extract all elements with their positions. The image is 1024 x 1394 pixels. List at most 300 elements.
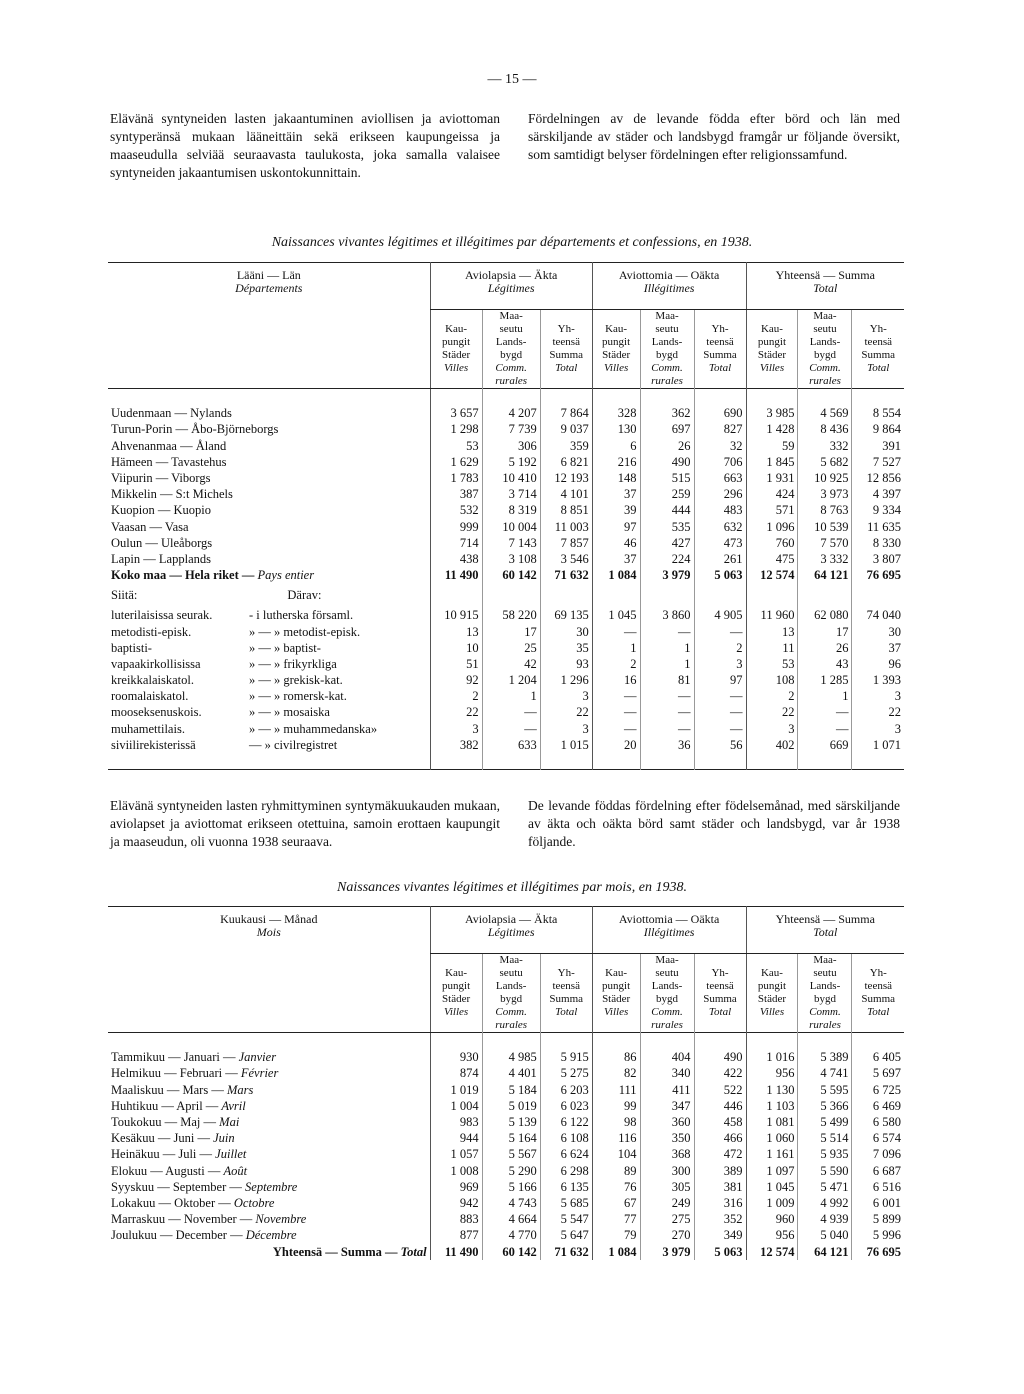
value-cell: 62 080 — [798, 607, 852, 623]
value-cell: 697 — [640, 421, 694, 437]
row-label: luterilaisissa seurak. - i lutherska församl. — [111, 608, 354, 623]
value-cell: 522 — [694, 1082, 746, 1098]
value-cell: 3 985 — [746, 405, 798, 421]
value-cell: 382 — [430, 737, 482, 753]
value-cell: 76 695 — [852, 1243, 904, 1259]
value-cell: 79 — [592, 1227, 640, 1243]
value-cell: 6 580 — [852, 1114, 904, 1130]
value-cell: 4 569 — [798, 405, 852, 421]
value-cell: 89 — [592, 1163, 640, 1179]
value-cell: 571 — [746, 502, 798, 518]
value-cell: 5 192 — [482, 454, 540, 470]
value-cell: 1 — [640, 640, 694, 656]
value-cell: 827 — [694, 421, 746, 437]
value-cell: 3 546 — [540, 551, 592, 567]
value-cell: — — [482, 704, 540, 720]
column-subheader: Kau- pungit Städer Villes — [430, 310, 482, 389]
value-cell: 1 296 — [540, 672, 592, 688]
value-cell: 632 — [694, 519, 746, 535]
column-subheader: Maa- seutu Lands- bygd Comm. rurales — [640, 954, 694, 1033]
value-cell: 261 — [694, 551, 746, 567]
value-cell: 11 003 — [540, 519, 592, 535]
value-cell: 956 — [746, 1065, 798, 1081]
value-cell: 349 — [694, 1227, 746, 1243]
value-cell: 4 741 — [798, 1065, 852, 1081]
value-cell: 7 739 — [482, 421, 540, 437]
value-cell: 5 389 — [798, 1049, 852, 1065]
column-subheader: Yh- teensä Summa Total — [540, 954, 592, 1033]
row-label: Mikkelin — S:t Michels — [111, 487, 233, 502]
value-cell: 1 060 — [746, 1130, 798, 1146]
table-row — [108, 551, 904, 567]
value-cell: 5 184 — [482, 1082, 540, 1098]
value-cell: 259 — [640, 486, 694, 502]
value-cell: 3 657 — [430, 405, 482, 421]
value-cell: 5 685 — [540, 1195, 592, 1211]
value-cell: 8 330 — [852, 535, 904, 551]
value-cell: 5 935 — [798, 1146, 852, 1162]
value-cell: 39 — [592, 502, 640, 518]
value-cell: 5 019 — [482, 1098, 540, 1114]
row-label: siviilirekisterissä — » civilregistret — [111, 737, 338, 752]
value-cell: 360 — [640, 1114, 694, 1130]
value-cell: 1 161 — [746, 1146, 798, 1162]
value-cell: 1 204 — [482, 672, 540, 688]
value-cell: 76 — [592, 1179, 640, 1195]
table-row — [108, 1082, 904, 1098]
row-label: Maaliskuu — Mars — Mars — [111, 1082, 254, 1097]
value-cell: 5 595 — [798, 1082, 852, 1098]
value-cell: — — [640, 688, 694, 704]
value-cell: 53 — [746, 656, 798, 672]
table-by-department — [108, 262, 904, 770]
value-cell: 3 — [540, 688, 592, 704]
value-cell: 3 979 — [640, 567, 694, 583]
value-cell: 5 590 — [798, 1163, 852, 1179]
value-cell: 1 019 — [430, 1082, 482, 1098]
religion-row — [108, 607, 904, 623]
value-cell: 10 915 — [430, 607, 482, 623]
value-cell: 5 164 — [482, 1130, 540, 1146]
value-cell: 1 845 — [746, 454, 798, 470]
table-row — [108, 1049, 904, 1065]
value-cell: 111 — [592, 1082, 640, 1098]
row-label: metodisti-episk. » — » metodist-episk. — [111, 624, 361, 639]
value-cell: 3 973 — [798, 486, 852, 502]
value-cell: 270 — [640, 1227, 694, 1243]
value-cell: 99 — [592, 1098, 640, 1114]
column-subheader: Yh- teensä Summa Total — [540, 310, 592, 389]
value-cell: 3 108 — [482, 551, 540, 567]
value-cell: 960 — [746, 1211, 798, 1227]
group-header-total: Yhteensä — Summa Total — [746, 263, 904, 310]
value-cell: 6 405 — [852, 1049, 904, 1065]
value-cell: 86 — [592, 1049, 640, 1065]
table-row — [108, 1227, 904, 1243]
value-cell: 9 864 — [852, 421, 904, 437]
row-label: Turun-Porin — Åbo-Björneborgs — [111, 422, 279, 437]
value-cell: 706 — [694, 454, 746, 470]
value-cell: 4 207 — [482, 405, 540, 421]
religion-row — [108, 737, 904, 753]
value-cell: 983 — [430, 1114, 482, 1130]
value-cell: 77 — [592, 1211, 640, 1227]
row-label: Helmikuu — Februari — Février — [111, 1066, 279, 1081]
column-subheader: Kau- pungit Städer Villes — [430, 954, 482, 1033]
value-cell: 3 332 — [798, 551, 852, 567]
value-cell: 25 — [482, 640, 540, 656]
value-cell: 1 097 — [746, 1163, 798, 1179]
row-label: Lokakuu — Oktober — Octobre — [111, 1195, 275, 1210]
value-cell: 6 122 — [540, 1114, 592, 1130]
value-cell: 2 — [694, 640, 746, 656]
value-cell: 3 807 — [852, 551, 904, 567]
value-cell: 535 — [640, 519, 694, 535]
value-cell: 1 428 — [746, 421, 798, 437]
value-cell: 6 725 — [852, 1082, 904, 1098]
stub-header: Lääni — Län Départements — [108, 263, 430, 389]
value-cell: 424 — [746, 486, 798, 502]
value-cell: 532 — [430, 502, 482, 518]
value-cell: 10 410 — [482, 470, 540, 486]
religion-row — [108, 640, 904, 656]
value-cell: 43 — [798, 656, 852, 672]
table1-caption: Naissances vivantes légitimes et illégitimes par départements et confessions, en 1938. — [271, 235, 753, 250]
table-row — [108, 405, 904, 421]
value-cell: 11 960 — [746, 607, 798, 623]
column-subheader: Kau- pungit Städer Villes — [746, 954, 798, 1033]
value-cell: 93 — [540, 656, 592, 672]
value-cell: 690 — [694, 405, 746, 421]
value-cell: 3 — [694, 656, 746, 672]
value-cell: 96 — [852, 656, 904, 672]
value-cell: 1 096 — [746, 519, 798, 535]
column-subheader: Maa- seutu Lands- bygd Comm. rurales — [640, 310, 694, 389]
value-cell: 5 139 — [482, 1114, 540, 1130]
row-label: mooseksenuskois. » — » mosaiska — [111, 705, 330, 720]
religion-row — [108, 721, 904, 737]
value-cell: 999 — [430, 519, 482, 535]
table-row — [108, 502, 904, 518]
group-header-total: Yhteensä — Summa Total — [746, 907, 904, 954]
row-label: roomalaiskatol. » — » romersk-kat. — [111, 689, 347, 704]
value-cell: 1 — [592, 640, 640, 656]
row-label: Toukokuu — Maj — Mai — [111, 1115, 240, 1130]
value-cell: 422 — [694, 1065, 746, 1081]
value-cell: 130 — [592, 421, 640, 437]
value-cell: 9 037 — [540, 421, 592, 437]
value-cell: 1 045 — [592, 607, 640, 623]
value-cell: 10 539 — [798, 519, 852, 535]
value-cell: 404 — [640, 1049, 694, 1065]
religion-row — [108, 656, 904, 672]
value-cell: — — [798, 721, 852, 737]
value-cell: 82 — [592, 1065, 640, 1081]
value-cell: 12 574 — [746, 1243, 798, 1259]
value-cell: 42 — [482, 656, 540, 672]
value-cell: 11 490 — [430, 1243, 482, 1259]
value-cell: 5 547 — [540, 1211, 592, 1227]
column-subheader: Yh- teensä Summa Total — [852, 310, 904, 389]
value-cell: 930 — [430, 1049, 482, 1065]
group-header-illegitimate: Aviottomia — Oäkta Illégitimes — [592, 907, 746, 954]
table-row — [108, 1211, 904, 1227]
value-cell: 4 397 — [852, 486, 904, 502]
value-cell: 10 004 — [482, 519, 540, 535]
religion-row — [108, 623, 904, 639]
value-cell: 5 471 — [798, 1179, 852, 1195]
value-cell: — — [482, 721, 540, 737]
value-cell: 5 647 — [540, 1227, 592, 1243]
value-cell: 3 — [746, 721, 798, 737]
value-cell: 7 527 — [852, 454, 904, 470]
value-cell: — — [592, 721, 640, 737]
value-cell: 26 — [798, 640, 852, 656]
value-cell: 340 — [640, 1065, 694, 1081]
value-cell: 8 319 — [482, 502, 540, 518]
table-row — [108, 486, 904, 502]
value-cell: 1 393 — [852, 672, 904, 688]
value-cell: 4 770 — [482, 1227, 540, 1243]
value-cell: 1 285 — [798, 672, 852, 688]
value-cell: 296 — [694, 486, 746, 502]
value-cell: 1 084 — [592, 1243, 640, 1259]
value-cell: 4 743 — [482, 1195, 540, 1211]
value-cell: 6 516 — [852, 1179, 904, 1195]
row-label: Huhtikuu — April — Avril — [111, 1098, 246, 1113]
value-cell: 3 — [852, 721, 904, 737]
value-cell: 5 290 — [482, 1163, 540, 1179]
value-cell: 6 001 — [852, 1195, 904, 1211]
column-subheader: Maa- seutu Lands- bygd Comm. rurales — [482, 310, 540, 389]
value-cell: 2 — [430, 688, 482, 704]
value-cell: 26 — [640, 438, 694, 454]
table-row — [108, 1163, 904, 1179]
value-cell: 69 135 — [540, 607, 592, 623]
total-row — [108, 1243, 904, 1259]
row-label: Ahvenanmaa — Åland — [111, 438, 227, 453]
value-cell: — — [640, 704, 694, 720]
table-row — [108, 470, 904, 486]
row-label: Oulun — Uleåborgs — [111, 535, 213, 550]
intro2-finnish: Elävänä syntyneiden lasten ryhmittyminen syntymäkuukauden mukaan, aviolapset ja aviottomat erikseen otettuina, samoin erottaen kaupungit ja maaseudun, oli vuonna 1938 seuraava. — [110, 798, 500, 849]
value-cell: 5 063 — [694, 1243, 746, 1259]
value-cell: 483 — [694, 502, 746, 518]
value-cell: 874 — [430, 1065, 482, 1081]
value-cell: 3 860 — [640, 607, 694, 623]
value-cell: 446 — [694, 1098, 746, 1114]
table-row — [108, 1098, 904, 1114]
value-cell: 1 004 — [430, 1098, 482, 1114]
value-cell: 12 193 — [540, 470, 592, 486]
value-cell: 956 — [746, 1227, 798, 1243]
value-cell: 5 499 — [798, 1114, 852, 1130]
value-cell: 5 366 — [798, 1098, 852, 1114]
value-cell: 944 — [430, 1130, 482, 1146]
table-row — [108, 1146, 904, 1162]
value-cell: 6 — [592, 438, 640, 454]
value-cell: 5 514 — [798, 1130, 852, 1146]
value-cell: 98 — [592, 1114, 640, 1130]
subgroup-heading: Siitä: Därav: — [108, 583, 904, 607]
value-cell: 5 567 — [482, 1146, 540, 1162]
value-cell: 2 — [592, 656, 640, 672]
value-cell: 4 905 — [694, 607, 746, 623]
value-cell: 4 401 — [482, 1065, 540, 1081]
column-subheader: Maa- seutu Lands- bygd Comm. rurales — [798, 954, 852, 1033]
value-cell: 97 — [592, 519, 640, 535]
value-cell: 9 334 — [852, 502, 904, 518]
value-cell: 35 — [540, 640, 592, 656]
value-cell: — — [640, 721, 694, 737]
row-label: Vaasan — Vasa — [111, 519, 189, 534]
value-cell: 391 — [852, 438, 904, 454]
value-cell: 3 714 — [482, 486, 540, 502]
value-cell: 16 — [592, 672, 640, 688]
table-row — [108, 1130, 904, 1146]
value-cell: 389 — [694, 1163, 746, 1179]
value-cell: 444 — [640, 502, 694, 518]
value-cell: 3 — [430, 721, 482, 737]
value-cell: 67 — [592, 1195, 640, 1211]
value-cell: 362 — [640, 405, 694, 421]
table2-caption: Naissances vivantes légitimes et illégitimes par mois, en 1938. — [337, 880, 687, 895]
row-label: Viipurin — Viborgs — [111, 471, 211, 486]
value-cell: 37 — [592, 486, 640, 502]
value-cell: 71 632 — [540, 1243, 592, 1259]
value-cell: 306 — [482, 438, 540, 454]
value-cell: 1 — [798, 688, 852, 704]
value-cell: 942 — [430, 1195, 482, 1211]
value-cell: 6 821 — [540, 454, 592, 470]
value-cell: 216 — [592, 454, 640, 470]
value-cell: — — [640, 623, 694, 639]
value-cell: 1 130 — [746, 1082, 798, 1098]
value-cell: 7 570 — [798, 535, 852, 551]
value-cell: 387 — [430, 486, 482, 502]
intro-finnish: Elävänä syntyneiden lasten jakaantuminen aviollisen ja aviottoman syntyperänsä mukaan lääneittäin sekä erikseen kaupungeissa ja maaseudulla selviää seuraavasta taulukosta, joka samalla valaisee syntyneiden jakaantumisen uskontokunnittain. — [110, 111, 500, 180]
value-cell: 760 — [746, 535, 798, 551]
value-cell: — — [798, 704, 852, 720]
value-cell: 4 992 — [798, 1195, 852, 1211]
value-cell: 3 — [852, 688, 904, 704]
column-subheader: Kau- pungit Städer Villes — [592, 310, 640, 389]
value-cell: 427 — [640, 535, 694, 551]
value-cell: 76 695 — [852, 567, 904, 583]
value-cell: 59 — [746, 438, 798, 454]
value-cell: 411 — [640, 1082, 694, 1098]
value-cell: 275 — [640, 1211, 694, 1227]
value-cell: 6 469 — [852, 1098, 904, 1114]
value-cell: 633 — [482, 737, 540, 753]
table-row — [108, 454, 904, 470]
value-cell: 148 — [592, 470, 640, 486]
value-cell: 1 015 — [540, 737, 592, 753]
value-cell: 1 298 — [430, 421, 482, 437]
table-by-month — [108, 906, 904, 1260]
value-cell: 7 096 — [852, 1146, 904, 1162]
value-cell: 4 664 — [482, 1211, 540, 1227]
row-label: Hämeen — Tavastehus — [111, 454, 227, 469]
value-cell: 328 — [592, 405, 640, 421]
table-row — [108, 535, 904, 551]
value-cell: 2 — [746, 688, 798, 704]
value-cell: 663 — [694, 470, 746, 486]
value-cell: 466 — [694, 1130, 746, 1146]
value-cell: 58 220 — [482, 607, 540, 623]
row-label: Uudenmaan — Nylands — [111, 406, 232, 421]
group-header-legitimate: Aviolapsia — Äkta Légitimes — [430, 263, 592, 310]
group-header-illegitimate: Aviottomia — Oäkta Illégitimes — [592, 263, 746, 310]
value-cell: 92 — [430, 672, 482, 688]
row-label: Tammikuu — Januari — Janvier — [111, 1050, 277, 1065]
value-cell: 1 009 — [746, 1195, 798, 1211]
value-cell: 1 931 — [746, 470, 798, 486]
value-cell: 12 856 — [852, 470, 904, 486]
value-cell: 5 063 — [694, 567, 746, 583]
value-cell: 381 — [694, 1179, 746, 1195]
value-cell: 7 864 — [540, 405, 592, 421]
value-cell: 5 915 — [540, 1049, 592, 1065]
value-cell: 475 — [746, 551, 798, 567]
value-cell: 104 — [592, 1146, 640, 1162]
value-cell: 515 — [640, 470, 694, 486]
value-cell: 37 — [592, 551, 640, 567]
value-cell: 12 574 — [746, 567, 798, 583]
religion-row — [108, 672, 904, 688]
value-cell: 11 635 — [852, 519, 904, 535]
value-cell: — — [694, 623, 746, 639]
value-cell: 64 121 — [798, 567, 852, 583]
value-cell: 17 — [482, 623, 540, 639]
value-cell: 5 697 — [852, 1065, 904, 1081]
value-cell: 6 687 — [852, 1163, 904, 1179]
value-cell: 402 — [746, 737, 798, 753]
value-cell: 17 — [798, 623, 852, 639]
row-label: Koko maa — Hela riket — Pays entier — [111, 568, 315, 583]
value-cell: 22 — [540, 704, 592, 720]
value-cell: 5 682 — [798, 454, 852, 470]
value-cell: 5 996 — [852, 1227, 904, 1243]
row-label: kreikkalaiskatol. » — » grekisk-kat. — [111, 673, 343, 688]
value-cell: 359 — [540, 438, 592, 454]
value-cell: 11 490 — [430, 567, 482, 583]
value-cell: 5 275 — [540, 1065, 592, 1081]
value-cell: 20 — [592, 737, 640, 753]
value-cell: 6 298 — [540, 1163, 592, 1179]
value-cell: 11 — [746, 640, 798, 656]
value-cell: 1 103 — [746, 1098, 798, 1114]
value-cell: 46 — [592, 535, 640, 551]
value-cell: 714 — [430, 535, 482, 551]
value-cell: 969 — [430, 1179, 482, 1195]
column-subheader: Kau- pungit Städer Villes — [592, 954, 640, 1033]
value-cell: 8 763 — [798, 502, 852, 518]
row-label: muhamettilais. » — » muhammedanska» — [111, 721, 378, 736]
value-cell: 13 — [746, 623, 798, 639]
value-cell: 30 — [540, 623, 592, 639]
value-cell: — — [592, 623, 640, 639]
value-cell: 13 — [430, 623, 482, 639]
value-cell: 305 — [640, 1179, 694, 1195]
value-cell: 1 081 — [746, 1114, 798, 1130]
value-cell: 36 — [640, 737, 694, 753]
table-row — [108, 1114, 904, 1130]
table-row — [108, 438, 904, 454]
value-cell: 473 — [694, 535, 746, 551]
value-cell: 5 166 — [482, 1179, 540, 1195]
value-cell: 51 — [430, 656, 482, 672]
